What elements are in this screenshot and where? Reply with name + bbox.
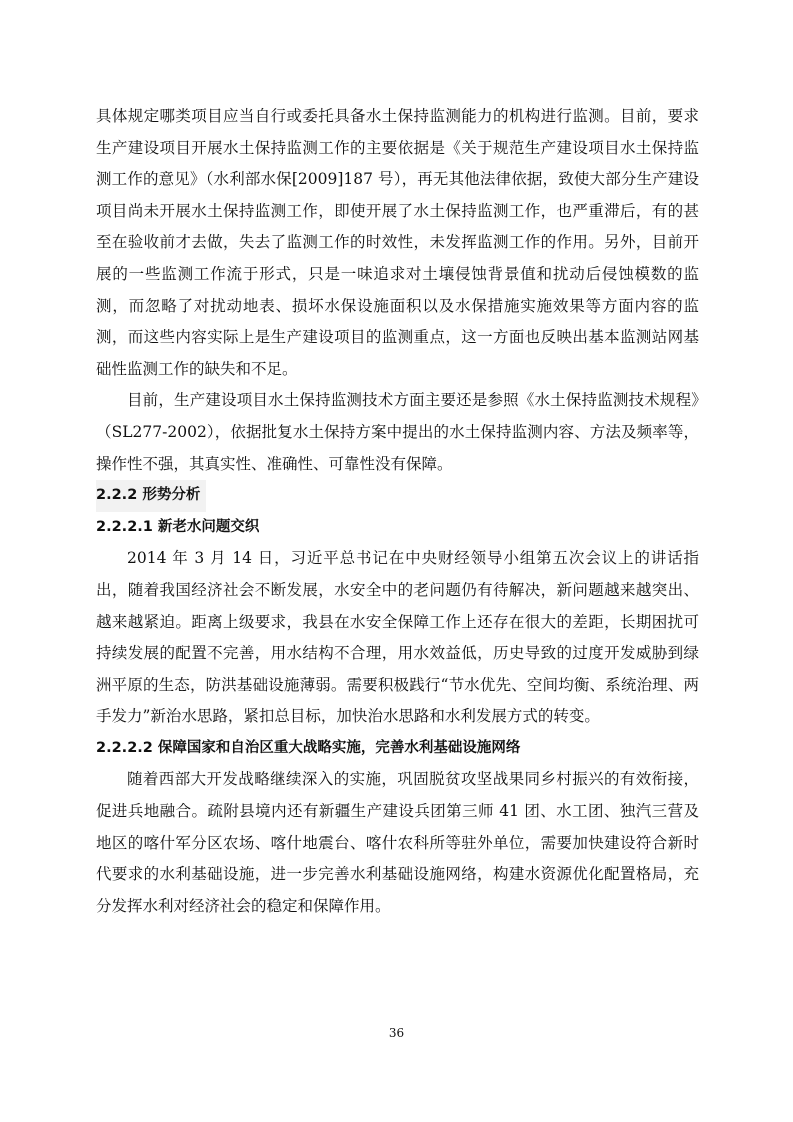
paragraph-western-development: 随着西部大开发战略继续深入的实施，巩固脱贫攻坚战果同乡村振兴的有效衔接，促进兵地融合。疏附县境内还有新疆生产建设兵团第三师 41 团、水工团、独汽三营及地区的喀什军分区农场、喀什地震台、喀什农科所等驻外单位，需要加快建设符合新时代要求的水利基础设施，进一步完善水利基础设施网络，构建水资源优化配置格局，充分发挥水利对经济社会的稳定和保障作用。 <box>96 770 699 915</box>
paragraph-monitoring-technology: 目前，生产建设项目水土保持监测技术方面主要还是参照《水土保持监测技术规程》（SL277-2002），依据批复水土保持方案中提出的水土保持监测内容、方法及频率等，操作性不强，其真实性、准确性、可靠性没有保障。 <box>96 391 699 473</box>
subsection-heading-strategy: 2.2.2.2 保障国家和自治区重大战略实施，完善水利基础设施网络 <box>96 739 521 756</box>
subsection-heading-water-issues: 2.2.2.1 新老水问题交织 <box>96 518 260 535</box>
section-heading-situation-analysis: 2.2.2 形势分析 <box>96 480 206 512</box>
paragraph-monitoring-basis: 具体规定哪类项目应当自行或委托具备水土保持监测能力的机构进行监测。目前，要求生产建设项目开展水土保持监测工作的主要依据是《关于规范生产建设项目水土保持监测工作的意见》（水利部水保[2009]187 号），再无其他法律依据，致使大部分生产建设项目尚未开展水土保持监测工作，即使开展了水土保持监测工作，也严重滞后，有的甚至在验收前才去做，失去了监测工作的时效性，未发挥监测工作的作用。另外，目前开展的一些监测工作流于形式，只是一味追求对土壤侵蚀背景值和扰动后侵蚀模数的监测，而忽略了对扰动地表、损坏水保设施面积以及水保措施实施效果等方面内容的监测，而这些内容实际上是生产建设项目的监测重点，这一方面也反映出基本监测站网基础性监测工作的缺失和不足。 <box>96 107 699 378</box>
paragraph-water-security: 2014 年 3 月 14 日，习近平总书记在中央财经领导小组第五次会议上的讲话指出，随着我国经济社会不断发展，水安全中的老问题仍有待解决，新问题越来越突出、越来越紧迫。距离上级要求，我县在水安全保障工作上还存在很大的差距，长期困扰可持续发展的配置不完善，用水结构不合理，用水效益低，历史导致的过度开发威胁到绿洲平原的生态，防洪基础设施薄弱。需要积极践行“节水优先、空间均衡、系统治理、两手发力”新治水思路，紧扣总目标，加快治水思路和水利发展方式的转变。 <box>96 549 699 726</box>
document-body <box>96 101 699 922</box>
page-number: 36 <box>388 1026 405 1040</box>
